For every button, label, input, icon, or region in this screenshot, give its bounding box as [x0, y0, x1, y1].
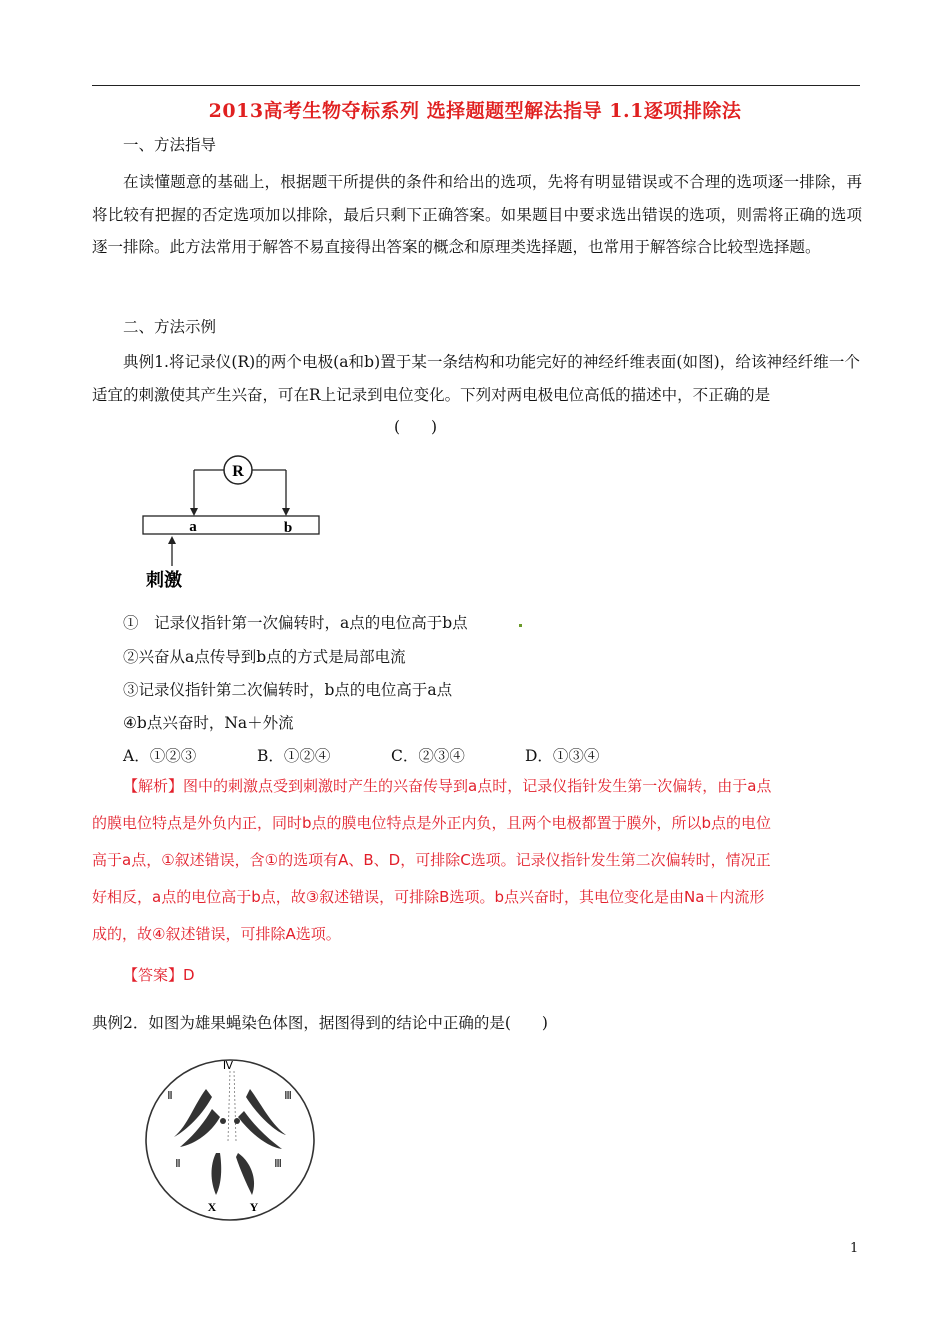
- section-heading-method: 一、方法指导: [123, 136, 217, 154]
- section-heading-examples: 二、方法示例: [123, 318, 217, 336]
- option-a: A．①②③: [123, 747, 197, 765]
- electrode-b-label: b: [283, 520, 293, 536]
- statement-1: ① 记录仪指针第一次偏转时，a点的电位高于b点: [123, 614, 468, 632]
- electrode-a-label: a: [189, 519, 197, 535]
- header-rule: [92, 85, 860, 86]
- statement-3: ③记录仪指针第二次偏转时，b点的电位高于a点: [123, 681, 453, 699]
- statement-2: ②兴奋从a点传导到b点的方式是局部电流: [123, 648, 406, 666]
- label-II-bottom: Ⅱ: [175, 1158, 181, 1170]
- option-b: B．①②④: [257, 747, 331, 765]
- chromosome-IV-b: [234, 1118, 240, 1124]
- label-II-top: Ⅱ: [167, 1090, 173, 1102]
- label-X: X: [207, 1200, 217, 1214]
- option-c: C．②③④: [391, 747, 465, 765]
- analysis-paragraph: 【解析】图中的刺激点受到刺激时产生的兴奋传导到a点时，记录仪指针发生第一次偏转，由于a点的膜电位特点是外负内正，同时b点的膜电位特点是外正内负，且两个电极都置于膜外，所以b点的电位高于a点，①叙述错误，含①的选项有A、B、D，可排除C选项。记录仪指针发生第二次偏转时，情况正好相反，a点的电位高于b点，故③叙述错误，可排除B选项。b点兴奋时，其电位变化是由Na＋内流形成的，故④叙述错误，可排除A选项。: [92, 777, 772, 943]
- stimulus-label: 刺激: [146, 570, 182, 591]
- example1-answer-bracket: ( ): [394, 418, 438, 436]
- chromosome-figure: [140, 1053, 320, 1225]
- decorative-dot: [519, 624, 522, 627]
- method-paragraph: 在读懂题意的基础上，根据题干所提供的条件和给出的选项，先将有明显错误或不合理的选项逐一排除，再将比较有把握的否定选项加以排除，最后只剩下正确答案。如果题目中要求选出错误的选项，则需将正确的选项逐一排除。此方法常用于解答不易直接得出答案的概念和原理类选择题，也常用于解答综合比较型选择题。: [92, 173, 862, 256]
- page-title: 2013高考生物夺标系列 选择题题型解法指导 1.1逐项排除法: [208, 100, 742, 122]
- page-number: 1: [850, 1241, 859, 1256]
- nerve-fiber-figure: [136, 452, 336, 592]
- label-Y: Y: [249, 1200, 259, 1214]
- label-IV: Ⅳ: [222, 1060, 234, 1072]
- label-III-bottom: Ⅲ: [274, 1158, 282, 1170]
- chromosome-IV-a: [220, 1118, 226, 1124]
- nerve-fiber: [143, 516, 319, 534]
- answer-line: 【答案】D: [123, 966, 195, 984]
- statement-4: ④b点兴奋时，Na＋外流: [123, 714, 294, 732]
- recorder-label: R: [232, 463, 244, 480]
- option-d: D．①③④: [525, 747, 600, 765]
- label-III-top: Ⅲ: [284, 1090, 292, 1102]
- example1-stem: 典例1.将记录仪(R)的两个电极(a和b)置于某一条结构和功能完好的神经纤维表面(如图)，给该神经纤维一个适宜的刺激使其产生兴奋，可在R上记录到电位变化。下列对两电极电位高低的描述中，不正确的是: [92, 353, 860, 404]
- example2-stem: 典例2．如图为雄果蝇染色体图，据图得到的结论中正确的是( ): [92, 1014, 548, 1032]
